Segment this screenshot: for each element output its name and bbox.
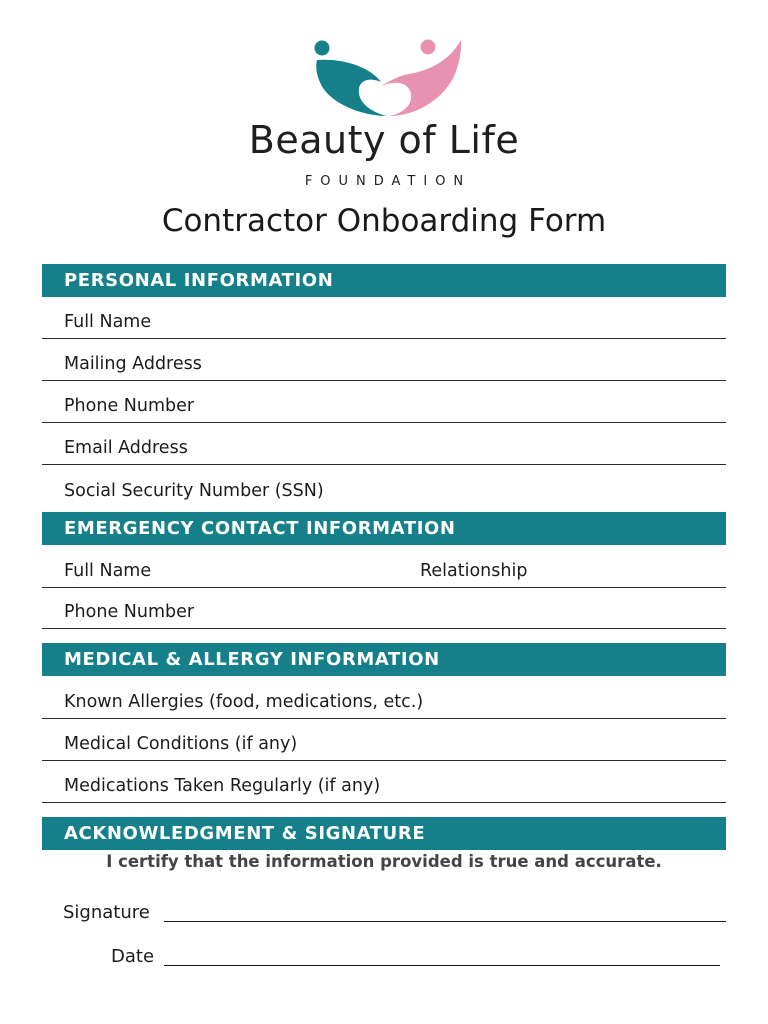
signature-line[interactable]	[164, 921, 726, 922]
signature-label: Signature	[63, 902, 150, 923]
mailing-address-field[interactable]	[42, 340, 726, 381]
date-line[interactable]	[164, 965, 720, 966]
medical-conditions-label: Medical Conditions (if any)	[64, 734, 298, 754]
date-label: Date	[111, 946, 155, 967]
allergies-label: Known Allergies (food, medications, etc.)	[64, 692, 424, 712]
personal-info-header: PERSONAL INFORMATION	[42, 264, 726, 297]
acknowledgment-header: ACKNOWLEDGMENT & SIGNATURE	[42, 817, 726, 850]
emergency-phone-field[interactable]	[42, 588, 726, 629]
medical-info-header: MEDICAL & ALLERGY INFORMATION	[42, 643, 726, 676]
certification-statement: I certify that the information provided is true and accurate.	[106, 852, 662, 871]
emergency-relationship-label: Relationship	[420, 561, 528, 581]
emergency-phone-label: Phone Number	[64, 602, 195, 622]
teal-figure-head	[315, 41, 330, 56]
phone-number-field[interactable]	[42, 382, 726, 423]
full-name-label: Full Name	[64, 312, 152, 332]
pink-figure-body	[381, 40, 461, 116]
org-subtitle: FOUNDATION	[304, 174, 472, 189]
org-name: Beauty of Life	[248, 118, 520, 162]
mailing-address-label: Mailing Address	[64, 354, 202, 374]
phone-number-label: Phone Number	[64, 396, 195, 416]
medical-conditions-field[interactable]	[42, 720, 726, 761]
form-title: Contractor Onboarding Form	[161, 203, 607, 239]
emergency-contact-header: EMERGENCY CONTACT INFORMATION	[42, 512, 726, 545]
full-name-field[interactable]	[42, 298, 726, 339]
ssn-label: Social Security Number (SSN)	[64, 481, 324, 501]
medications-field[interactable]	[42, 762, 726, 803]
ssn-field[interactable]	[42, 466, 726, 507]
foundation-logo	[0, 0, 768, 200]
email-address-field[interactable]	[42, 424, 726, 465]
email-address-label: Email Address	[64, 438, 188, 458]
medications-label: Medications Taken Regularly (if any)	[64, 776, 381, 796]
emergency-name-relationship-row[interactable]	[42, 547, 726, 588]
allergies-field[interactable]	[42, 678, 726, 719]
emergency-full-name-label: Full Name	[64, 561, 152, 581]
pink-figure-head	[421, 40, 436, 55]
heart-people-logo-icon	[305, 36, 465, 118]
teal-figure-body	[316, 60, 387, 116]
